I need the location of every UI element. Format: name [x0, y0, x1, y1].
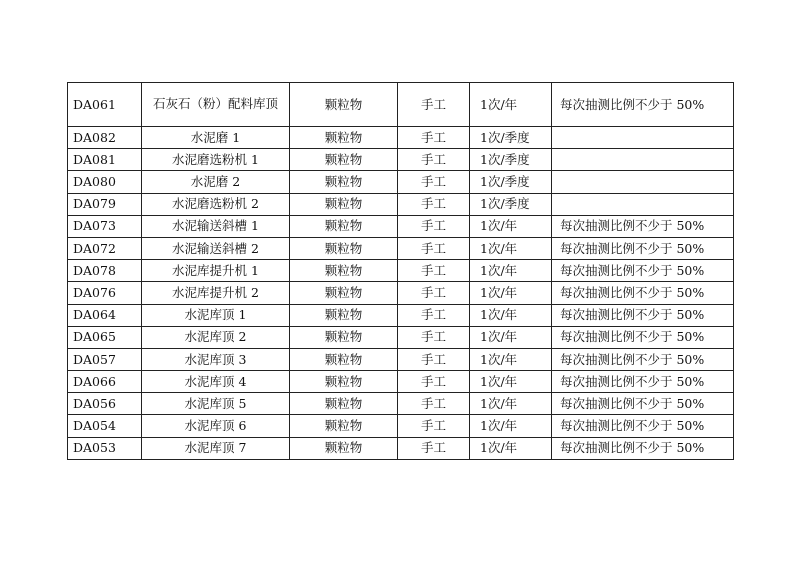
- method-cell: 手工: [398, 171, 470, 193]
- note-cell: 每次抽测比例不少于 50%: [552, 83, 734, 127]
- outlet-name-cell: 水泥库顶 4: [142, 371, 290, 393]
- frequency-cell: 1次/年: [470, 348, 552, 370]
- pollutant-cell: 颗粒物: [290, 127, 398, 149]
- pollutant-cell: 颗粒物: [290, 304, 398, 326]
- outlet-name-cell: 水泥磨选粉机 1: [142, 149, 290, 171]
- table-row: [68, 237, 734, 259]
- outlet-id-cell: DA064: [68, 304, 142, 326]
- table-row: [68, 83, 734, 127]
- frequency-cell: 1次/年: [470, 393, 552, 415]
- frequency-cell: 1次/年: [470, 371, 552, 393]
- pollutant-cell: 颗粒物: [290, 415, 398, 437]
- method-cell: 手工: [398, 437, 470, 459]
- outlet-id-cell: DA057: [68, 348, 142, 370]
- outlet-name-cell: 石灰石（粉）配料库顶: [142, 83, 290, 127]
- note-cell: [552, 193, 734, 215]
- outlet-name-cell: 水泥库顶 3: [142, 348, 290, 370]
- outlet-name-cell: 水泥输送斜槽 1: [142, 215, 290, 237]
- table-row: [68, 171, 734, 193]
- table-row: [68, 304, 734, 326]
- method-cell: 手工: [398, 393, 470, 415]
- method-cell: 手工: [398, 326, 470, 348]
- pollutant-cell: 颗粒物: [290, 149, 398, 171]
- table-row: [68, 348, 734, 370]
- note-cell: [552, 149, 734, 171]
- note-cell: [552, 171, 734, 193]
- pollutant-cell: 颗粒物: [290, 171, 398, 193]
- pollutant-cell: 颗粒物: [290, 326, 398, 348]
- pollutant-cell: 颗粒物: [290, 260, 398, 282]
- frequency-cell: 1次/年: [470, 260, 552, 282]
- outlet-name-cell: 水泥输送斜槽 2: [142, 237, 290, 259]
- table-row: [68, 127, 734, 149]
- frequency-cell: 1次/年: [470, 237, 552, 259]
- table-row: [68, 437, 734, 459]
- outlet-name-cell: 水泥库顶 7: [142, 437, 290, 459]
- outlet-name-cell: 水泥库提升机 2: [142, 282, 290, 304]
- outlet-name-cell: 水泥库顶 2: [142, 326, 290, 348]
- pollutant-cell: 颗粒物: [290, 237, 398, 259]
- outlet-id-cell: DA061: [68, 83, 142, 127]
- table-row: [68, 215, 734, 237]
- frequency-cell: 1次/年: [470, 83, 552, 127]
- pollutant-cell: 颗粒物: [290, 348, 398, 370]
- method-cell: 手工: [398, 260, 470, 282]
- method-cell: 手工: [398, 149, 470, 171]
- frequency-cell: 1次/季度: [470, 127, 552, 149]
- table-row: [68, 149, 734, 171]
- table-row: [68, 193, 734, 215]
- frequency-cell: 1次/年: [470, 215, 552, 237]
- frequency-cell: 1次/季度: [470, 149, 552, 171]
- method-cell: 手工: [398, 415, 470, 437]
- table-body: [68, 83, 734, 460]
- outlet-name-cell: 水泥库提升机 1: [142, 260, 290, 282]
- pollutant-cell: 颗粒物: [290, 193, 398, 215]
- outlet-id-cell: DA076: [68, 282, 142, 304]
- note-cell: 每次抽测比例不少于 50%: [552, 304, 734, 326]
- table-row: [68, 371, 734, 393]
- table-row: [68, 282, 734, 304]
- note-cell: 每次抽测比例不少于 50%: [552, 437, 734, 459]
- method-cell: 手工: [398, 348, 470, 370]
- outlet-id-cell: DA054: [68, 415, 142, 437]
- method-cell: 手工: [398, 304, 470, 326]
- pollutant-cell: 颗粒物: [290, 83, 398, 127]
- outlet-name-cell: 水泥库顶 1: [142, 304, 290, 326]
- outlet-name-cell: 水泥库顶 5: [142, 393, 290, 415]
- method-cell: 手工: [398, 83, 470, 127]
- method-cell: 手工: [398, 237, 470, 259]
- method-cell: 手工: [398, 215, 470, 237]
- frequency-cell: 1次/季度: [470, 193, 552, 215]
- frequency-cell: 1次/年: [470, 326, 552, 348]
- outlet-name-cell: 水泥磨选粉机 2: [142, 193, 290, 215]
- method-cell: 手工: [398, 371, 470, 393]
- note-cell: 每次抽测比例不少于 50%: [552, 393, 734, 415]
- method-cell: 手工: [398, 193, 470, 215]
- note-cell: 每次抽测比例不少于 50%: [552, 415, 734, 437]
- table-row: [68, 326, 734, 348]
- note-cell: 每次抽测比例不少于 50%: [552, 237, 734, 259]
- table-row: [68, 260, 734, 282]
- outlet-id-cell: DA056: [68, 393, 142, 415]
- outlet-id-cell: DA065: [68, 326, 142, 348]
- method-cell: 手工: [398, 282, 470, 304]
- table-row: [68, 415, 734, 437]
- method-cell: 手工: [398, 127, 470, 149]
- outlet-name-cell: 水泥磨 2: [142, 171, 290, 193]
- outlet-id-cell: DA082: [68, 127, 142, 149]
- frequency-cell: 1次/年: [470, 437, 552, 459]
- pollutant-cell: 颗粒物: [290, 393, 398, 415]
- pollutant-cell: 颗粒物: [290, 371, 398, 393]
- note-cell: 每次抽测比例不少于 50%: [552, 282, 734, 304]
- outlet-id-cell: DA073: [68, 215, 142, 237]
- note-cell: 每次抽测比例不少于 50%: [552, 326, 734, 348]
- outlet-id-cell: DA081: [68, 149, 142, 171]
- note-cell: [552, 127, 734, 149]
- outlet-id-cell: DA066: [68, 371, 142, 393]
- frequency-cell: 1次/年: [470, 282, 552, 304]
- outlet-id-cell: DA079: [68, 193, 142, 215]
- outlet-id-cell: DA053: [68, 437, 142, 459]
- note-cell: 每次抽测比例不少于 50%: [552, 348, 734, 370]
- outlet-id-cell: DA080: [68, 171, 142, 193]
- table-row: [68, 393, 734, 415]
- pollutant-cell: 颗粒物: [290, 437, 398, 459]
- pollutant-cell: 颗粒物: [290, 215, 398, 237]
- note-cell: 每次抽测比例不少于 50%: [552, 371, 734, 393]
- outlet-name-cell: 水泥库顶 6: [142, 415, 290, 437]
- outlet-name-cell: 水泥磨 1: [142, 127, 290, 149]
- note-cell: 每次抽测比例不少于 50%: [552, 215, 734, 237]
- frequency-cell: 1次/年: [470, 304, 552, 326]
- outlet-id-cell: DA072: [68, 237, 142, 259]
- frequency-cell: 1次/季度: [470, 171, 552, 193]
- frequency-cell: 1次/年: [470, 415, 552, 437]
- pollutant-cell: 颗粒物: [290, 282, 398, 304]
- outlet-id-cell: DA078: [68, 260, 142, 282]
- note-cell: 每次抽测比例不少于 50%: [552, 260, 734, 282]
- monitoring-table: [67, 82, 734, 460]
